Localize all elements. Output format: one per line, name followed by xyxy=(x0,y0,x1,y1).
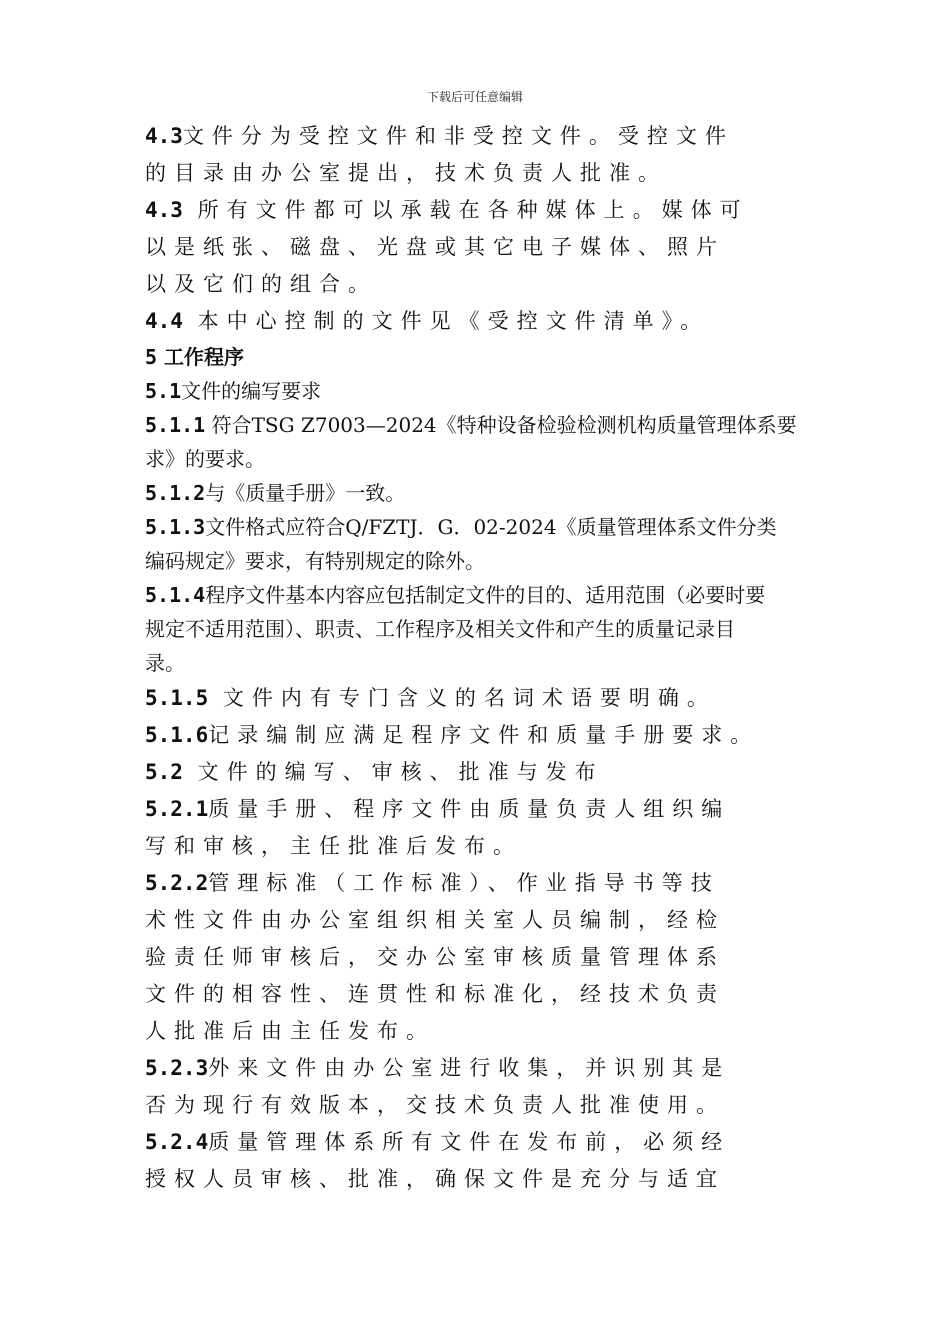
clause-number: 5.1.1 xyxy=(145,413,206,437)
paragraph-line xyxy=(145,408,830,442)
clause-text: 本中心控制的文件见《受控文件清单》。 xyxy=(182,309,710,333)
paragraph-line xyxy=(145,791,830,828)
clause-text: 质量管理体系所有文件在发布前，必须经 xyxy=(208,1130,731,1154)
paragraph-line xyxy=(145,865,830,902)
clause-number: 5.2.3 xyxy=(145,1056,209,1080)
clause-text: 以及它们的组合。 xyxy=(145,272,377,296)
clause-text: 写和审核，主任批准后发布。 xyxy=(145,834,522,858)
clause-text: 符合TSG Z7003—2024《特种设备检验检测机构质量管理体系要 xyxy=(205,413,797,437)
clause-text: 文件的编写要求 xyxy=(181,379,322,403)
clause-number: 5.1.4 xyxy=(145,583,206,607)
clause-text: 授权人员审核、批准，确保文件是充分与适宜 xyxy=(145,1167,725,1191)
paragraph-line xyxy=(145,374,830,408)
clause-text: 管理标准（工作标准）、作业指导书等技 xyxy=(208,871,720,895)
clause-text: 规定不适用范围）、职责、工作程序及相关文件和产生的质量记录目 xyxy=(145,617,735,641)
paragraph-line xyxy=(145,1161,830,1198)
page-header: 下载后可任意编辑 xyxy=(426,90,523,104)
paragraph-line xyxy=(145,155,830,192)
clause-number: 5.2 xyxy=(145,760,183,784)
clause-number: 5.1.6 xyxy=(145,723,209,747)
clause-text: 程序文件基本内容应包括制定文件的目的、适用范围（必要时要 xyxy=(205,583,766,607)
clause-text: 以是纸张、磁盘、光盘或其它电子媒体、照片 xyxy=(145,235,725,259)
clause-text: 外来文件由办公室进行收集，并识别其是 xyxy=(208,1056,731,1080)
clause-text: 否为现行有效版本，交技术负责人批准使用。 xyxy=(145,1093,725,1117)
clause-text: 求》的要求。 xyxy=(145,447,265,471)
clause-text: 质量手册、程序文件由质量负责人组织编 xyxy=(208,797,731,821)
clause-text: 人批准后由主任发布。 xyxy=(145,1019,435,1043)
paragraph-line xyxy=(145,646,830,680)
clause-text: 所有文件都可以承载在各种媒体上。媒体可 xyxy=(182,198,749,222)
clause-number: 5.1 xyxy=(145,379,182,403)
paragraph-line xyxy=(145,476,830,510)
clause-number: 5.2.1 xyxy=(145,797,209,821)
clause-number: 4.4 xyxy=(145,309,183,333)
clause-number: 5.1.2 xyxy=(145,481,206,505)
section-title: 工作程序 xyxy=(157,345,245,369)
clause-text: 与《质量手册》一致。 xyxy=(205,481,406,505)
paragraph-line xyxy=(145,442,830,476)
clause-text: 文件的相容性、连贯性和标准化，经技术负责 xyxy=(145,982,725,1006)
clause-text: 文件的编写、审核、批准与发布 xyxy=(182,760,604,784)
paragraph-line xyxy=(145,754,830,791)
paragraph-line xyxy=(145,1050,830,1087)
paragraph-line xyxy=(145,1013,830,1050)
paragraph-line xyxy=(145,266,830,303)
clause-text: 验责任师审核后，交办公室审核质量管理体系 xyxy=(145,945,725,969)
clause-text: 的目录由办公室提出，技术负责人批准。 xyxy=(145,161,667,185)
paragraph-line xyxy=(145,303,830,340)
paragraph-line xyxy=(145,976,830,1013)
clause-number: 4.3 xyxy=(145,198,183,222)
clause-text: 文件内有专门含义的名词术语要明确。 xyxy=(208,686,716,710)
clause-text: 术性文件由办公室组织相关室人员编制，经检 xyxy=(145,908,725,932)
paragraph-line xyxy=(145,717,830,754)
paragraph-line xyxy=(145,680,830,717)
paragraph-line xyxy=(145,544,830,578)
section-heading xyxy=(145,340,830,374)
paragraph-line xyxy=(145,612,830,646)
clause-text: 文件格式应符合Q/FZTJ．G．02-2024《质量管理体系文件分类 xyxy=(205,515,777,539)
clause-text: 文件分为受控文件和非受控文件。受控文件 xyxy=(182,124,734,148)
paragraph-line xyxy=(145,1124,830,1161)
clause-number: 4.3 xyxy=(145,124,183,148)
paragraph-line xyxy=(145,118,830,155)
paragraph-line xyxy=(145,1087,830,1124)
clause-number: 5.2.2 xyxy=(145,871,209,895)
document-body xyxy=(145,118,830,1198)
clause-text: 编码规定》要求，有特别规定的除外。 xyxy=(145,549,485,573)
paragraph-line xyxy=(145,192,830,229)
clause-number: 5.1.3 xyxy=(145,515,206,539)
clause-text: 记录编制应满足程序文件和质量手册要求。 xyxy=(208,723,760,747)
clause-number: 5.1.5 xyxy=(145,686,209,710)
paragraph-line xyxy=(145,939,830,976)
clause-text: 录。 xyxy=(145,651,185,675)
clause-number: 5 xyxy=(145,345,158,369)
paragraph-line xyxy=(145,510,830,544)
paragraph-line xyxy=(145,902,830,939)
paragraph-line xyxy=(145,229,830,266)
clause-number: 5.2.4 xyxy=(145,1130,209,1154)
paragraph-line xyxy=(145,828,830,865)
paragraph-line xyxy=(145,578,830,612)
